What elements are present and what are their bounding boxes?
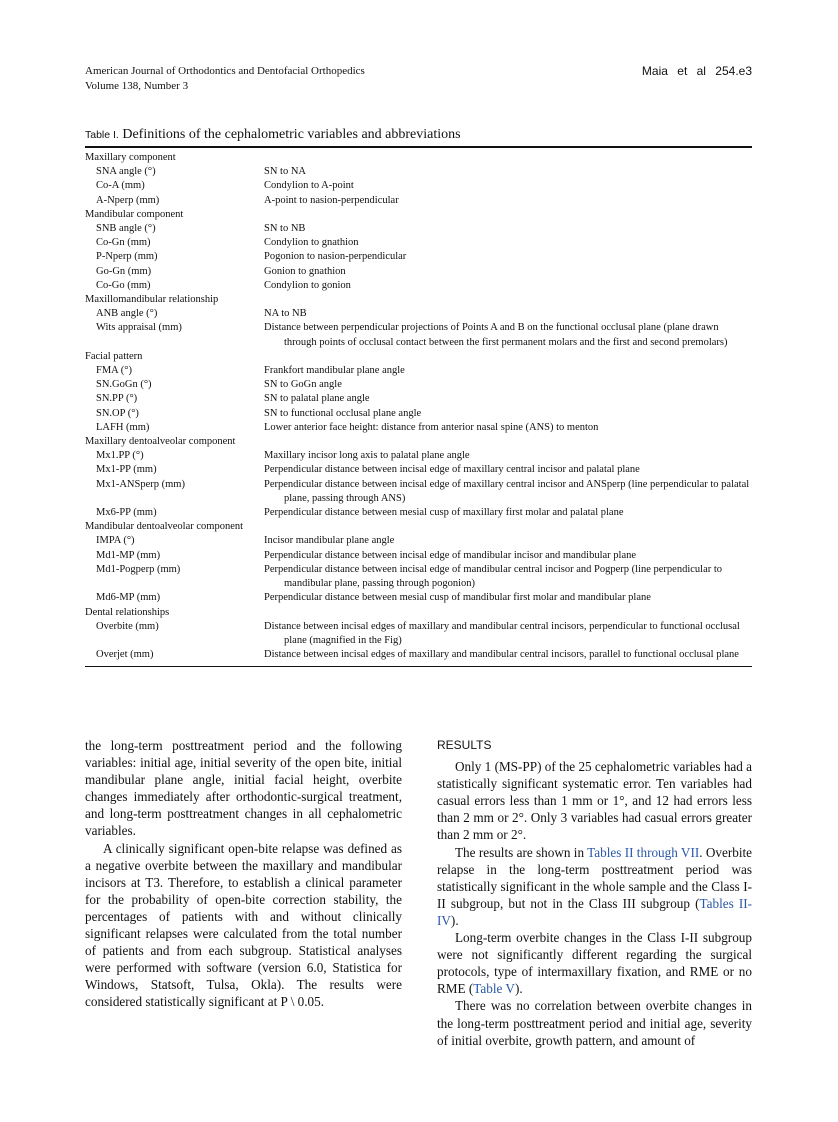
variable-definition: Perpendicular distance between mesial cusp of mandibular first molar and mandibular plane xyxy=(264,592,651,604)
table-link[interactable]: Tables II through VII xyxy=(587,844,700,860)
variable-definition: Perpendicular distance between incisal edge of maxillary central incisor and ANSperp (line perpendicular to palatal plane, passing through ANS) xyxy=(264,478,750,504)
variable-name: Co-Go (mm) xyxy=(96,279,151,291)
variable-name: SN.PP (°) xyxy=(96,393,138,405)
variable-definition: Distance between incisal edges of maxillary and mandibular central incisors, parallel to functional occlusal plane xyxy=(264,649,739,661)
variable-name: IMPA (°) xyxy=(96,535,135,547)
variable-definition: Perpendicular distance between incisal edge of maxillary central incisor and palatal plane xyxy=(264,464,640,476)
variable-definition: Condylion to gnathion xyxy=(264,237,359,249)
table-row xyxy=(85,463,752,477)
table-row xyxy=(85,392,752,406)
variable-name: Md1-MP (mm) xyxy=(96,549,161,561)
table-title: Definitions of the cephalometric variables and abbreviations xyxy=(122,127,461,142)
variable-definition: Pogonion to nasion-perpendicular xyxy=(264,251,407,263)
table-row xyxy=(85,506,752,520)
variable-definition: Perpendicular distance between incisal edge of mandibular incisor and mandibular plane xyxy=(264,549,637,561)
text: ). xyxy=(514,981,523,997)
section-label: Dental relationships xyxy=(85,606,170,618)
author: Maia et al xyxy=(641,64,706,78)
variable-name: SNA angle (°) xyxy=(96,166,156,178)
table-row xyxy=(85,549,752,563)
table-section-row xyxy=(85,208,752,222)
section-label: Maxillary dentoalveolar component xyxy=(85,436,236,448)
paragraph: There was no correlation between overbite changes in the long-term posttreatment period and initial age, severity of initial overbite, growth pattern, and amount of xyxy=(437,998,752,1048)
variable-name: Wits appraisal (mm) xyxy=(96,322,182,334)
table-row xyxy=(85,620,752,648)
table-row xyxy=(85,648,752,662)
page-header-right xyxy=(642,64,752,79)
table-row xyxy=(85,279,752,293)
table-row xyxy=(85,364,752,378)
variable-name: SN.OP (°) xyxy=(96,407,139,419)
variable-name: Mx1-ANSperp (mm) xyxy=(96,478,185,490)
variable-definition: Distance between incisal edges of maxillary and mandibular central incisors, perpendicular to functional occlusal plane (magnified in the Fig) xyxy=(264,620,740,646)
variable-definition: Distance between perpendicular projections of Points A and B on the functional occlusal plane (plane drawn through points of occlusal contact between the first permanent molars and the first and second premolars) xyxy=(264,322,728,348)
left-column xyxy=(85,737,402,1011)
variable-name: Md1-Pogperp (mm) xyxy=(96,563,181,575)
variable-name: SNB angle (°) xyxy=(96,223,156,235)
variable-name: SN.GoGn (°) xyxy=(96,379,152,391)
text: ). xyxy=(450,912,459,928)
variable-definition: Incisor mandibular plane angle xyxy=(264,535,395,547)
section-label: Mandibular component xyxy=(85,208,184,220)
variable-definition: Condylion to gonion xyxy=(264,279,351,291)
variable-definition: SN to NB xyxy=(264,223,306,235)
variable-definition: Perpendicular distance between mesial cusp of maxillary first molar and palatal plane xyxy=(264,507,624,519)
table-link[interactable]: Table V xyxy=(473,981,515,997)
table-section-row xyxy=(85,293,752,307)
table-section-row xyxy=(85,350,752,364)
variable-name: Co-A (mm) xyxy=(96,180,145,192)
variable-name: Overbite (mm) xyxy=(96,620,159,632)
table-row xyxy=(85,421,752,435)
paragraph: the long-term posttreatment period and the following variables: initial age, initial severity of the open bite, initial mandibular plane angle, initial facial height, overbite changes immediately after orthodontic-surgical treatment, and long-term posttreatment changes in all cephalometric variables. xyxy=(85,738,402,839)
variable-name: ANB angle (°) xyxy=(96,308,158,320)
table-row xyxy=(85,478,752,506)
variable-definition: NA to NB xyxy=(264,308,307,320)
variable-name: Overjet (mm) xyxy=(96,649,154,661)
section-label: Facial pattern xyxy=(85,350,143,362)
journal-name: American Journal of Orthodontics and Dentofacial Orthopedics xyxy=(85,65,365,77)
variable-name: A-Nperp (mm) xyxy=(96,194,160,206)
variable-definition: Maxillary incisor long axis to palatal plane angle xyxy=(264,450,470,462)
variable-definition: SN to palatal plane angle xyxy=(264,393,370,405)
variable-definition: SN to NA xyxy=(264,166,307,178)
table-caption xyxy=(85,127,752,143)
right-column xyxy=(437,737,752,1049)
table-section-row xyxy=(85,151,752,165)
table-row xyxy=(85,449,752,463)
variable-definition: Perpendicular distance between incisal edge of mandibular central incisor and Pogperp (line perpendicular to mandibular plane, passing through pogonion) xyxy=(264,563,723,590)
variable-name: FMA (°) xyxy=(96,365,132,377)
variable-definition: SN to GoGn angle xyxy=(264,379,342,391)
table-row xyxy=(85,165,752,179)
table-row xyxy=(85,222,752,236)
page-number: 254.e3 xyxy=(715,64,752,78)
section-label: Maxillary component xyxy=(85,152,176,163)
table-section-row xyxy=(85,520,752,534)
table-label: Table I. xyxy=(85,129,119,141)
variable-name: Md6-MP (mm) xyxy=(96,592,161,604)
definitions-table xyxy=(85,146,752,667)
variable-name: Mx6-PP (mm) xyxy=(96,507,157,519)
text: Long-term overbite changes in the Class I-II subgroup were not significantly different regarding the surgical protocols, type of intermaxillary fixation, and RME or no RME ( xyxy=(437,930,752,997)
table-row xyxy=(85,563,752,591)
table-row xyxy=(85,236,752,250)
variable-definition: A-point to nasion-perpendicular xyxy=(264,194,399,206)
table-row xyxy=(85,378,752,392)
variable-name: LAFH (mm) xyxy=(96,421,150,433)
table-row xyxy=(85,591,752,605)
paragraph xyxy=(437,929,752,997)
paragraph xyxy=(437,844,752,929)
section-label: Mandibular dentoalveolar component xyxy=(85,521,244,533)
table-section-row xyxy=(85,606,752,620)
variable-name: P-Nperp (mm) xyxy=(96,251,158,263)
section-heading: RESULTS xyxy=(437,738,492,752)
table-row xyxy=(85,194,752,208)
text: . Overbite relapse in the long-term posttreatment period was statistically significant in the whole sample and the Class I-II subgroup, but not in the Class III subgroup ( xyxy=(437,844,752,911)
variable-name: Mx1.PP (°) xyxy=(96,450,144,462)
table-row xyxy=(85,307,752,321)
text: The results are shown in xyxy=(455,844,588,860)
table-row xyxy=(85,265,752,279)
variable-definition: Gonion to gnathion xyxy=(264,265,346,277)
variable-definition: Lower anterior face height: distance from anterior nasal spine (ANS) to menton xyxy=(264,421,599,433)
table-row xyxy=(85,250,752,264)
table-section-row xyxy=(85,435,752,449)
table-row xyxy=(85,321,752,349)
paragraph: A clinically significant open-bite relapse was defined as a negative overbite between the maxillary and mandibular incisors at T3. Therefore, to establish a clinical parameter for the probability of open-bite correction stability, the percentages of patients with and without clinically significant relapses were calculated from the total number of patients and from each subgroup. Statistical analyses were performed with software (version 6.0, Statistica for Windows, Statsoft, Tulsa, Okla). The results were considered statistically significant at P \ 0.05. xyxy=(85,840,402,1010)
variable-definition: Condylion to A-point xyxy=(264,180,354,192)
table-row xyxy=(85,407,752,421)
table-row xyxy=(85,534,752,548)
variable-name: Mx1-PP (mm) xyxy=(96,464,157,476)
section-label: Maxillomandibular relationship xyxy=(85,294,219,306)
running-header xyxy=(85,64,365,94)
table-link[interactable]: Tables II-IV xyxy=(437,895,753,928)
journal-volume: Volume 138, Number 3 xyxy=(85,80,189,92)
table-row xyxy=(85,179,752,193)
variable-name: Co-Gn (mm) xyxy=(96,237,151,249)
variable-definition: Frankfort mandibular plane angle xyxy=(264,365,405,377)
variable-name: Go-Gn (mm) xyxy=(96,265,152,277)
paragraph: Only 1 (MS-PP) of the 25 cephalometric variables had a statistically significant systematic error. Ten variables had casual errors less than 1 mm or 1°, and 12 had errors less than 2 mm or 2°. Only 3 variables had casual errors greater than 2 mm or 2°. xyxy=(437,759,753,843)
variable-definition: SN to functional occlusal plane angle xyxy=(264,407,422,419)
